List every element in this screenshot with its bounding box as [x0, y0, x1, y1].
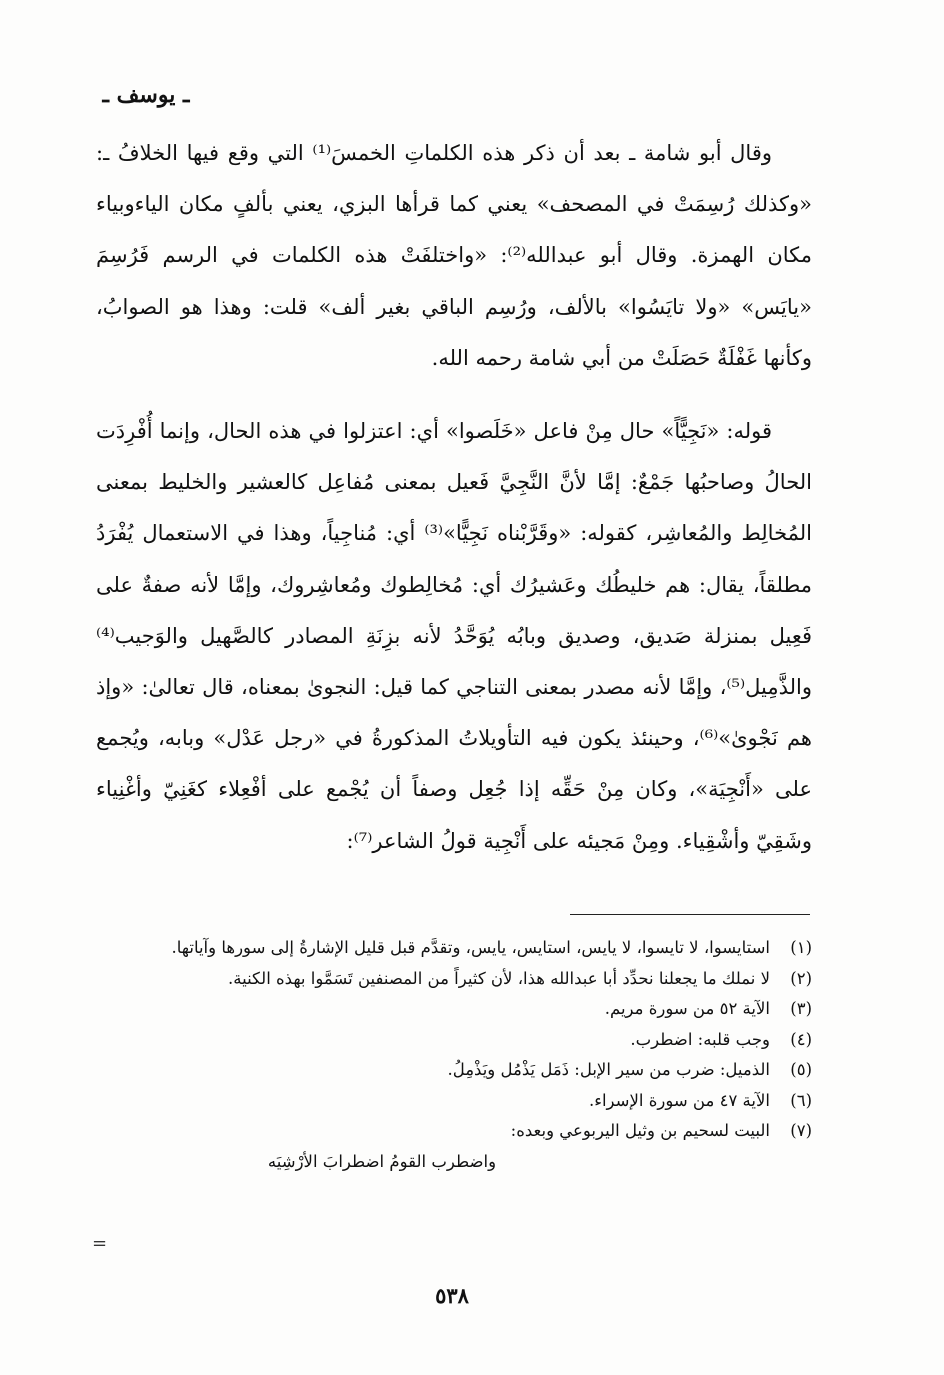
- footnote-number: (٦): [790, 1090, 812, 1110]
- footnote-number: (١): [790, 938, 812, 957]
- continuation-mark: =: [92, 1233, 108, 1254]
- footnotes: [96, 933, 812, 1177]
- footnote-text: لا نملك ما يجعلنا نحدِّد أبا عبدالله هذا، لأن كثيراً من المصنفين تَسَمَّوا بهذه الكنية.: [228, 968, 770, 988]
- footnote-7: [96, 1116, 812, 1147]
- footnote-2: [96, 964, 812, 995]
- footnote-6: [96, 1086, 812, 1117]
- paragraph-2: قوله: «نَجِيًّاً» حال مِنْ فاعل «خَلَصوا» أي: اعتزلوا في هذه الحال، وإنما أُفْرِدَت الحالُ وصاحبُها جَمْعٌ: إمَّا لأنَّ النَّجِيَّ فَعيل بمعنى مُفاعِل كالعشير والخليط بمعنى المُخالِط والمُعاشِر، كقوله: «وقَرَّبْناه نَجِيًّا»⁽³⁾ أي: مُناجِياً، وهذا في الاستعمال يُفْرَدُ مطلقاً، يقال: هم خليطُك وعَشيرُك أي: مُخالِطوك ومُعاشِروك، وإمَّا لأنه صفةٌ على فَعِيل بمنزلة صَديق، وصديق وبابُه يُوَحَّدُ لأنه بزِنَةِ المصادر كالصَّهيل والوَجيب⁽⁴⁾ والذَّمِيل⁽⁵⁾، وإمَّا لأنه مصدر بمعنى التناجي كما قيل: النجوىٰ بمعناه، قال تعالىٰ: «وإذ هم نَجْوىٰ»⁽⁶⁾، وحينئذ يكون فيه التأويلاتُ المذكورةُ في «رجل عَدْل» وبابه، ويُجمع على «أَنْجِيَة»، وكان مِنْ حَقِّه إذا جُعِل وصفاً أن يُجْمع على أفْعِلاء كغَنِيّ وأغْنِياء وشَقِيّ وأشْقِياء. ومِنْ مَجيئه على أَنْجِية قولُ الشاعر⁽⁷⁾:: [96, 419, 813, 853]
- footnote-number: (٥): [790, 1060, 812, 1079]
- footnote-4: [96, 1025, 812, 1056]
- footnote-number: (٣): [790, 999, 812, 1018]
- footnote-text: الآية ٥٢ من سورة مريم.: [604, 999, 770, 1018]
- main-text: [96, 128, 812, 867]
- footnote-text: استايسوا، لا تايسوا، لا يايس، استايس، يايس، وتقدَّم قبل قليل الإشارةُ إلى سورها وآياتها.: [171, 938, 770, 957]
- footnote-verse: واضطرب القومُ اضطرابَ الأرْشِيَه: [267, 1151, 497, 1171]
- running-title: ـ يوسف ـ: [102, 82, 190, 108]
- footnote-separator: [570, 914, 810, 915]
- footnote-number: (٢): [790, 968, 812, 988]
- footnote-number: (٤): [790, 1029, 812, 1049]
- footnote-5: [96, 1055, 812, 1086]
- footnote-1: [96, 933, 812, 964]
- footnote-text: الآية ٤٧ من سورة الإسراء.: [588, 1090, 770, 1110]
- footnote-text: البيت لسحيم بن وثيل اليربوعي وبعده:: [510, 1121, 770, 1140]
- footnote-text: الذميل: ضرب من سير الإبل: ذَمَل يَذْمُل ويَذْمِلُ.: [447, 1060, 770, 1079]
- footnote-number: (٧): [790, 1121, 812, 1140]
- footnote-3: [96, 994, 812, 1025]
- page-number: ٥٣٨: [435, 1283, 469, 1308]
- paragraph-1: وقال أبو شامة ـ بعد أن ذكر هذه الكلماتِ الخمسَ⁽¹⁾ التي وقع فيها الخلافُ ـ: «وكذلك رُسِمَتْ في المصحف» يعني كما قرأها البزي، يعني بألفٍ مكان الياءوبياء مكان الهمزة. وقال أبو عبدالله⁽²⁾: «واختلفَتْ هذه الكلمات في الرسم فَرُسِمَ «يايَس» «ولا تايَسُوا» بالألف، ورُسِم الباقي بغير ألف» قلت: وهذا هو الصوابُ، وكأنها غَفْلَةٌ حَصَلَتْ من أبي شامة رحمه الله.: [96, 141, 812, 370]
- footnote-text: وجب قلبه: اضطرب.: [630, 1029, 770, 1049]
